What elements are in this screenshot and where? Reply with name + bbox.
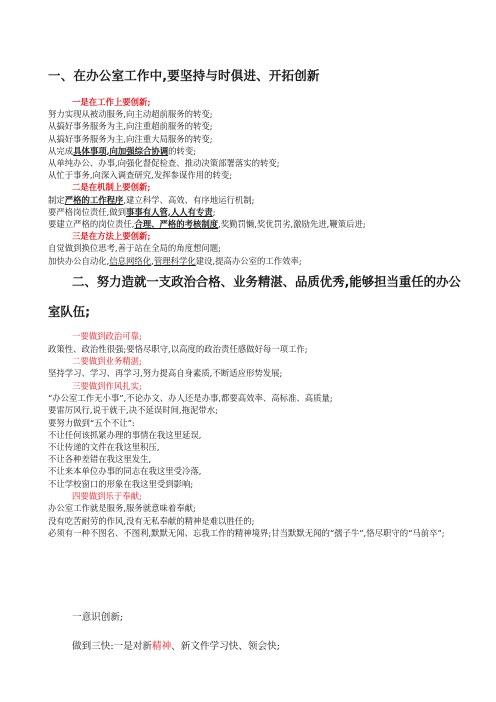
text-line: 要雷厉风行,说干就干,决不延误时间,拖泥带水; xyxy=(48,405,218,416)
text-paragraph: 必须有一种不图名、不图利,默默无闻、忘我工作的精神境界;甘当默默无闻的“孺子牛”,恪尽职守的“马前卒”; xyxy=(48,527,445,538)
text-line xyxy=(48,255,468,267)
text-line: 从搞好事务服务为主,向注重超前服务的转变; xyxy=(48,121,213,132)
text-line: 办公室工作就是服务,服务就意味着奉献; xyxy=(48,503,196,514)
text-line: 努力实现从被动服务,向主动超前服务的转变; xyxy=(48,109,213,120)
text-span: ; xyxy=(212,206,216,217)
text-line: 从搞好事务服务为主,向注重大局服务的转变; xyxy=(48,133,213,144)
text-line: 不让学校窗口的形象在我这里受到影响; xyxy=(48,478,194,489)
underlined-text: 管理科学化 xyxy=(153,255,196,266)
text-line: “办公室工作无小事”,不论办文、办人还是办事,都要高效率、高标准、高质量; xyxy=(48,393,333,404)
text-line xyxy=(48,145,468,157)
underlined-text: 信息网络化 xyxy=(109,255,152,266)
text-line: 要努力做到“五个不让”: xyxy=(48,417,135,428)
subheading-business: 二要做到业务精湛; xyxy=(72,355,142,366)
text-line: 一意识创新; xyxy=(72,612,124,623)
text-line xyxy=(48,637,468,656)
emphasis-text: 具体事项,向加强综合协调 xyxy=(73,145,169,156)
section-innovation xyxy=(48,96,468,267)
text-span: 建设,提高办公室的工作效率; xyxy=(195,255,302,266)
text-span: 制定 xyxy=(48,194,65,205)
text-span: 、新文件学习快、领会快; xyxy=(171,641,280,652)
section-team xyxy=(48,330,468,539)
text-span: ,奖勤罚懒,奖优罚劣,激励先进,鞭策后进; xyxy=(218,219,366,230)
text-line: 不让任何该抓紧办理的事情在我这里延误, xyxy=(48,429,202,440)
subheading-work-innovation: 一是在工作上要创新; xyxy=(72,97,151,107)
section-awareness xyxy=(48,608,468,656)
text-span: 的转变; xyxy=(168,145,197,156)
text-span: 加快办公自动化, xyxy=(48,255,110,266)
text-paragraph xyxy=(48,218,468,230)
text-span: 要严格岗位责任,做到 xyxy=(48,206,127,217)
text-line xyxy=(48,194,468,206)
subheading-style: 三要做到作风扎实; xyxy=(72,380,142,391)
text-span: 要建立严格的岗位责任, xyxy=(48,219,135,230)
text-line: 不让来本单位办事的同志在我这里受冷落, xyxy=(48,466,202,477)
section-heading-2: 二、努力造就一支政治合格、业务精湛、品质优秀,能够担当重任的办公室队伍; xyxy=(48,274,461,319)
text-line: 坚持学习、学习、再学习,努力提高自身素质,不断适应形势发展; xyxy=(48,368,283,379)
text-line: 自觉做到换位思考,善于站在全局的角度想问题; xyxy=(48,243,221,254)
emphasis-text: 合理、严格的考核制度 xyxy=(134,219,219,230)
subheading-dedication: 四要做到乐于奉献; xyxy=(72,490,142,501)
text-span: , xyxy=(151,255,154,266)
text-line: 政策性、政治性很强;要恪尽职守,以高度的政治责任感做好每一项工作; xyxy=(48,343,308,354)
text-span: 做到三快:一是对新 xyxy=(72,641,152,652)
text-line xyxy=(48,206,468,218)
text-line: 不让各种差错在我这里发生, xyxy=(48,454,152,465)
subheading-method-innovation: 三是在方法上要创新; xyxy=(72,231,151,242)
text-span: 从完成 xyxy=(48,145,74,156)
emphasis-text: 严格的工作程序 xyxy=(64,194,124,205)
text-line: 没有吃苦耐劳的作风,没有无私奉献的精神是难以胜任的; xyxy=(48,515,255,526)
text-span: ,建立科学、高效、有序地运行机制; xyxy=(123,194,255,205)
emphasis-text: 事事有人管,人人有专责 xyxy=(126,206,213,217)
subheading-political: 一要做到政治可靠; xyxy=(72,331,142,341)
text-line: 从忙于事务,向深入调查研究,发挥参谋作用的转变; xyxy=(48,170,233,181)
subheading-mechanism-innovation: 二是在机制上要创新; xyxy=(72,182,151,193)
highlighted-text: 精神 xyxy=(151,641,172,652)
text-line: 不让传递的文件在我这里积压, xyxy=(48,442,160,452)
section-heading-1: 一、在办公室工作中,要坚持与时俱进、开拓创新 xyxy=(48,68,320,83)
text-line: 从单纯办公、办事,向强化督促检查、推动决策部署落实的转变; xyxy=(48,158,280,169)
